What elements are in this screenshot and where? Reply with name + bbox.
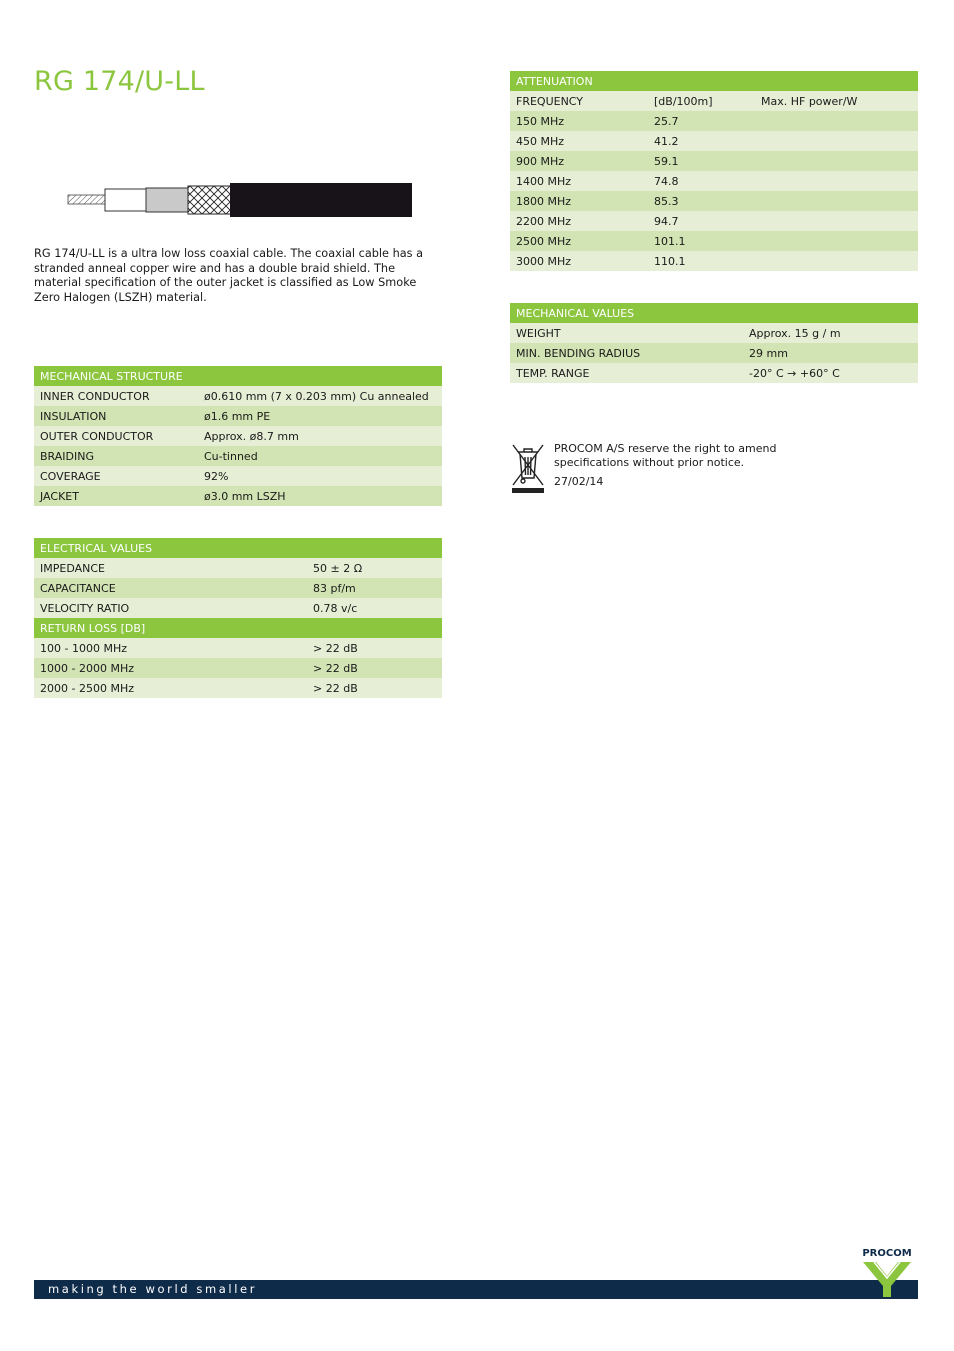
- table-row: 900 MHz 59.1: [510, 151, 918, 171]
- procom-logo: [860, 1248, 914, 1298]
- attenuation-table: [510, 71, 918, 271]
- table-row: TEMP. RANGE -20° C → +60° C: [510, 363, 918, 383]
- table-row: 2000 - 2500 MHz > 22 dB: [34, 678, 442, 698]
- table-row: 2500 MHz 101.1: [510, 231, 918, 251]
- mechanical-structure-table: [34, 366, 442, 506]
- insulation: [105, 189, 147, 211]
- procom-logo-mark-icon: [860, 1260, 914, 1298]
- return-loss-header: RETURN LOSS [DB]: [34, 618, 442, 638]
- table-row: 2200 MHz 94.7: [510, 211, 918, 231]
- outer-conductor-foil: [146, 188, 189, 212]
- table-header: MECHANICAL VALUES: [510, 303, 918, 323]
- table-row: COVERAGE 92%: [34, 466, 442, 486]
- inner-conductor: [68, 195, 106, 204]
- table-row: BRAIDING Cu-tinned: [34, 446, 442, 466]
- footer-slogan: making the world smaller: [48, 1282, 258, 1296]
- electrical-values-table: [34, 538, 442, 698]
- footer-bar: [34, 1280, 918, 1299]
- table-row: WEIGHT Approx. 15 g / m: [510, 323, 918, 343]
- table-row: IMPEDANCE 50 ± 2 Ω: [34, 558, 442, 578]
- table-header: ATTENUATION: [510, 71, 918, 91]
- table-row: 1000 - 2000 MHz > 22 dB: [34, 658, 442, 678]
- table-header: ELECTRICAL VALUES: [34, 538, 442, 558]
- table-column-headers: FREQUENCY [dB/100m] Max. HF power/W: [510, 91, 918, 111]
- table-row: MIN. BENDING RADIUS 29 mm: [510, 343, 918, 363]
- page-title: RG 174/U-LL: [34, 66, 205, 97]
- logo-text: PROCOM: [862, 1248, 912, 1259]
- weee-crossed-bin-icon: [510, 442, 546, 494]
- jacket: [230, 183, 412, 217]
- product-description: RG 174/U-LL is a ultra low loss coaxial cable. The coaxial cable has a stranded anneal copper wire and has a double braid shield. The material specification of the outer jacket is classified as Low Smoke Zero Halogen (LSZH) material.: [34, 247, 424, 304]
- table-row: 450 MHz 41.2: [510, 131, 918, 151]
- table-row: OUTER CONDUCTOR Approx. ø8.7 mm: [34, 426, 442, 446]
- table-row: 3000 MHz 110.1: [510, 251, 918, 271]
- notice-date: 27/02/14: [554, 475, 604, 488]
- notice-text: PROCOM A/S reserve the right to amend specifications without prior notice.: [554, 442, 777, 469]
- table-row: VELOCITY RATIO 0.78 v/c: [34, 598, 442, 618]
- table-row: INNER CONDUCTOR ø0.610 mm (7 x 0.203 mm) Cu annealed: [34, 386, 442, 406]
- table-row: 100 - 1000 MHz > 22 dB: [34, 638, 442, 658]
- table-row: 150 MHz 25.7: [510, 111, 918, 131]
- table-row: 1400 MHz 74.8: [510, 171, 918, 191]
- coaxial-cable-illustration: [66, 182, 414, 218]
- table-row: JACKET ø3.0 mm LSZH: [34, 486, 442, 506]
- table-row: CAPACITANCE 83 pf/m: [34, 578, 442, 598]
- table-header: MECHANICAL STRUCTURE: [34, 366, 442, 386]
- table-row: 1800 MHz 85.3: [510, 191, 918, 211]
- table-row: INSULATION ø1.6 mm PE: [34, 406, 442, 426]
- mechanical-values-table: [510, 303, 918, 383]
